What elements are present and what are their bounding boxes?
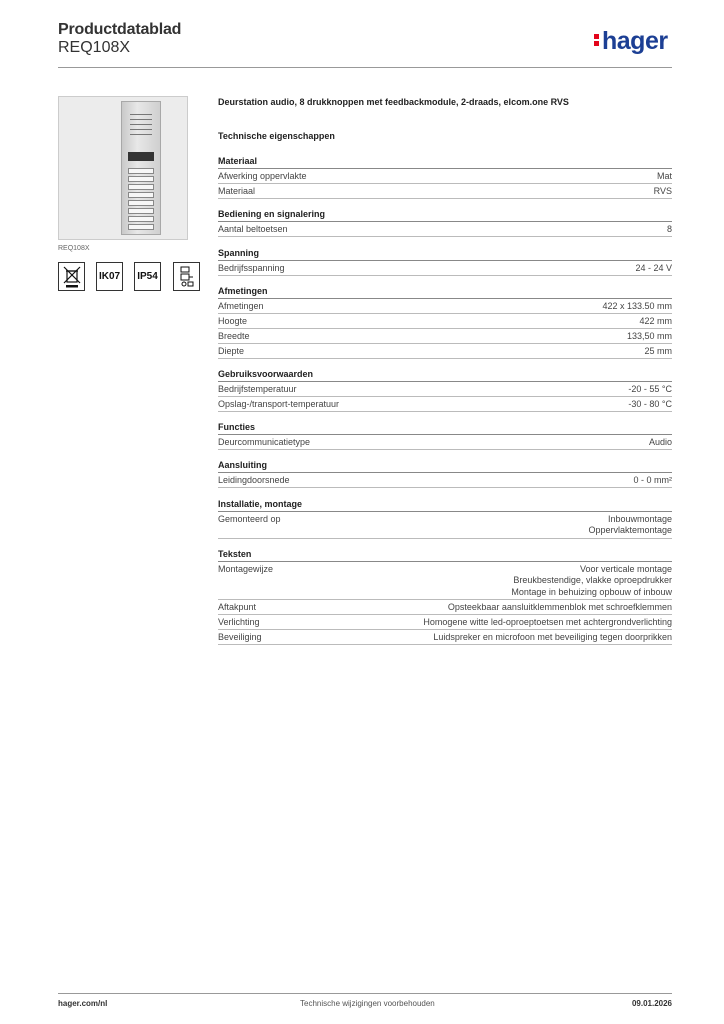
speaker-grille-line <box>130 124 152 125</box>
spec-row <box>218 169 672 184</box>
speaker-grille-line <box>130 119 152 120</box>
section-functies <box>218 421 672 450</box>
spec-value <box>511 564 672 599</box>
section-gebruiksvoorwaarden <box>218 368 672 412</box>
spec-row <box>218 299 672 314</box>
spec-row <box>218 222 672 237</box>
spec-row <box>218 600 672 615</box>
section-teksten <box>218 548 672 645</box>
logo-text: hager <box>602 27 668 55</box>
spec-value: 24 - 24 V <box>635 262 672 273</box>
section-title: Aansluiting <box>218 459 672 473</box>
spec-row <box>218 435 672 450</box>
call-button <box>128 224 154 230</box>
spec-value: Mat <box>656 170 672 181</box>
section-title: Teksten <box>218 548 672 562</box>
spec-row <box>218 397 672 412</box>
call-button <box>128 176 154 182</box>
spec-label: Bedrijfstemperatuur <box>218 383 297 394</box>
spec-value-line: Voor verticale montage <box>579 563 672 574</box>
feedback-display <box>128 152 154 161</box>
spec-label: Afmetingen <box>218 300 264 311</box>
spec-value-line: Breukbestendige, vlakke oproepdrukker <box>513 575 672 585</box>
call-button <box>128 168 154 174</box>
section-installatie <box>218 498 672 539</box>
spec-label: Aantal beltoetsen <box>218 223 288 234</box>
product-description: Deurstation audio, 8 drukknoppen met feedbackmodule, 2-draads, elcom.one RVS <box>218 97 569 107</box>
spec-label: Bedrijfsspanning <box>218 262 285 273</box>
call-button <box>128 192 154 198</box>
spec-label: Verlichting <box>218 616 260 627</box>
page-title: Productdatablad <box>58 21 182 38</box>
spec-row <box>218 562 672 600</box>
footer-divider <box>58 993 672 994</box>
spec-value: -20 - 55 °C <box>628 383 672 394</box>
section-materiaal <box>218 155 672 199</box>
section-title: Materiaal <box>218 155 672 169</box>
spec-value: 422 mm <box>639 315 672 326</box>
spec-label: Hoogte <box>218 315 248 326</box>
product-image <box>58 96 188 240</box>
spec-label: Deurcommunicatietype <box>218 436 311 447</box>
spec-value-line: Oppervlaktemontage <box>588 525 672 535</box>
spec-value: Opsteekbaar aansluitklemmenblok met schroefklemmen <box>447 601 672 612</box>
spec-row <box>218 473 672 488</box>
spec-value: Audio <box>648 436 672 447</box>
spec-value: Homogene witte led-oproeptoetsen met achtergrondverlichting <box>423 616 672 627</box>
spec-row <box>218 344 672 359</box>
spec-row <box>218 261 672 276</box>
door-station-plate <box>121 101 161 235</box>
spec-label: Beveiliging <box>218 631 262 642</box>
header-divider <box>58 67 672 68</box>
ip54-badge: IP54 <box>134 262 161 291</box>
spec-label: Aftakpunt <box>218 601 257 612</box>
spec-value: 8 <box>666 223 672 234</box>
call-button <box>128 200 154 206</box>
spec-value: Luidspreker en microfoon met beveiliging tegen doorprikken <box>433 631 672 642</box>
spec-label: Opslag-/transport-temperatuur <box>218 398 340 409</box>
spec-label: Leidingdoorsnede <box>218 474 290 485</box>
spec-value <box>588 514 672 537</box>
spec-row <box>218 615 672 630</box>
tech-heading: Technische eigenschappen <box>218 131 335 141</box>
ik07-badge: IK07 <box>96 262 123 291</box>
spec-value: 25 mm <box>644 345 672 356</box>
image-caption: REQ108X <box>58 245 90 252</box>
speaker-grille-line <box>130 134 152 135</box>
footer-website-link[interactable]: hager.com/nl <box>58 999 108 1008</box>
spec-row <box>218 512 672 539</box>
spec-row <box>218 329 672 344</box>
speaker-grille-line <box>130 114 152 115</box>
spec-row <box>218 630 672 645</box>
call-button <box>128 184 154 190</box>
section-title: Functies <box>218 421 672 435</box>
section-title: Afmetingen <box>218 285 672 299</box>
spec-value-line: Montage in behuizing opbouw of inbouw <box>511 586 672 597</box>
spec-label: Gemonteerd op <box>218 513 281 524</box>
speaker-grille-line <box>130 129 152 130</box>
spec-value-line: Inbouwmontage <box>607 513 672 524</box>
call-button <box>128 208 154 214</box>
spec-row <box>218 314 672 329</box>
spec-label: Materiaal <box>218 185 256 196</box>
call-button <box>128 216 154 222</box>
spec-value: 422 x 133.50 mm <box>602 300 672 311</box>
wiring-diagram-icon <box>173 262 200 291</box>
section-title: Installatie, montage <box>218 498 672 512</box>
spec-row <box>218 382 672 397</box>
product-code: REQ108X <box>58 39 131 56</box>
section-title: Gebruiksvoorwaarden <box>218 368 672 382</box>
spec-value: -30 - 80 °C <box>628 398 672 409</box>
section-title: Spanning <box>218 247 672 261</box>
spec-label: Diepte <box>218 345 245 356</box>
spec-value: 133,50 mm <box>626 330 672 341</box>
spec-label: Breedte <box>218 330 250 341</box>
spec-row <box>218 184 672 199</box>
spec-label: Afwerking oppervlakte <box>218 170 307 181</box>
spec-label: Montagewijze <box>218 563 274 574</box>
footer-date: 09.01.2026 <box>631 999 672 1008</box>
section-title: Bediening en signalering <box>218 208 672 222</box>
section-bediening <box>218 208 672 237</box>
spec-value: RVS <box>653 185 672 196</box>
hager-logo <box>594 27 668 56</box>
section-aansluiting <box>218 459 672 488</box>
spec-value: 0 - 0 mm² <box>633 474 672 485</box>
section-spanning <box>218 247 672 276</box>
weee-bin-icon <box>58 262 85 291</box>
logo-dots-icon <box>594 32 600 48</box>
section-afmetingen <box>218 285 672 359</box>
footer-notice: Technische wijzigingen voorbehouden <box>300 999 435 1008</box>
